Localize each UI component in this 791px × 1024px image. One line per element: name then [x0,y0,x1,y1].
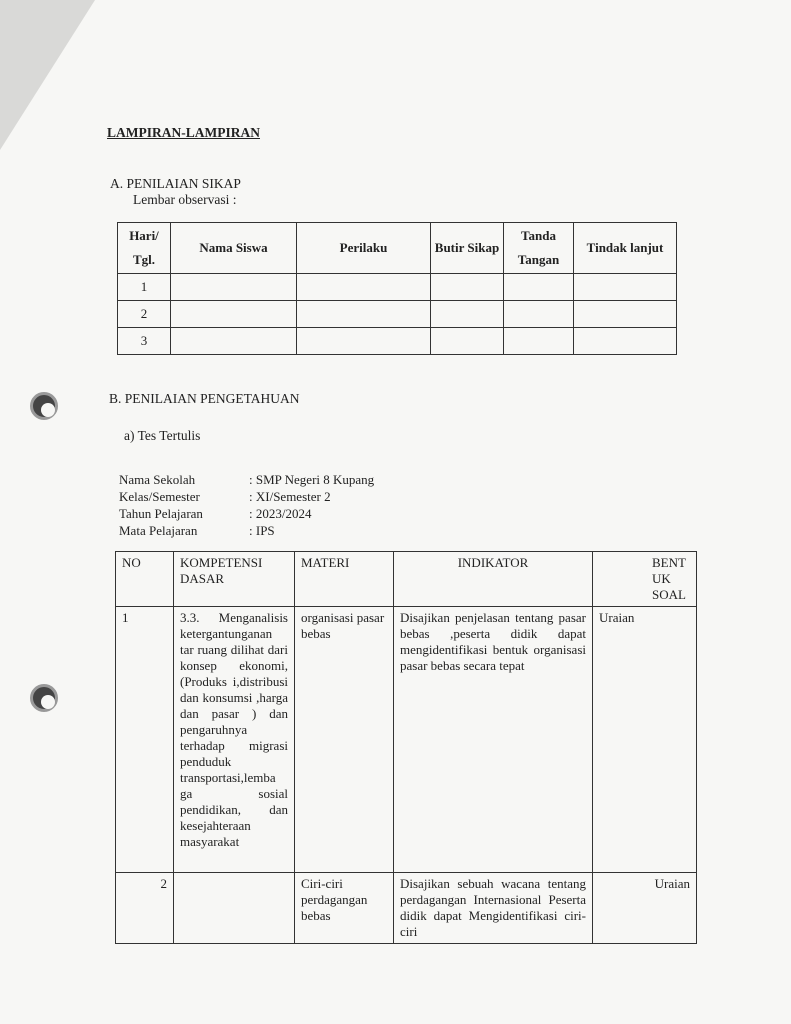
table-cell [171,301,297,328]
table-cell [171,328,297,355]
row-number: 2 [116,873,174,944]
table-cell [431,301,504,328]
header-nama-siswa: Nama Siswa [171,223,297,274]
punch-hole [30,684,58,712]
table-cell [297,328,431,355]
bentuk-cell: Uraian [593,873,697,944]
table-row [116,607,697,873]
table-cell [574,328,677,355]
school-info [119,471,374,539]
table-cell [297,301,431,328]
table-cell [171,274,297,301]
table-cell [297,274,431,301]
materi-cell: Ciri-ciri perdagangan bebas [295,873,394,944]
table-cell [431,274,504,301]
bentuk-cell: Uraian [593,607,697,873]
kd-cell [174,873,295,944]
info-label: Tahun Pelajaran [119,506,203,521]
info-value: : 2023/2024 [249,506,312,521]
materi-cell: organisasi pasar bebas [295,607,394,873]
table-cell [574,301,677,328]
header-tanda-tangan: Tanda Tangan [504,223,574,274]
table-cell [504,274,574,301]
section-a-heading: A. PENILAIAN SIKAP [110,176,241,191]
row-number: 1 [118,274,171,301]
info-value: : XI/Semester 2 [249,489,331,504]
header-butir-sikap: Butir Sikap [431,223,504,274]
folded-corner-shadow [0,0,95,150]
test-grid-table [115,551,697,944]
header-kompetensi-dasar: KOMPETENSI DASAR [174,552,295,607]
table-cell [504,328,574,355]
row-number: 1 [116,607,174,873]
header-perilaku: Perilaku [297,223,431,274]
table-row [118,328,677,355]
header-tindak-lanjut: Tindak lanjut [574,223,677,274]
info-value: : IPS [249,523,275,538]
header-bentuk-soal: BENT UK SOAL [593,552,697,607]
table-row [118,274,677,301]
indikator-cell: Disajikan penjelasan tentang pasar bebas ,peserta didik dapat mengidentifikasi bentuk organisasi pasar bebas secara tepat [394,607,593,873]
table-cell [431,328,504,355]
info-label: Mata Pelajaran [119,523,198,538]
header-hari-tgl: Hari/ Tgl. [118,223,171,274]
info-label: Kelas/Semester [119,489,200,504]
info-value: : SMP Negeri 8 Kupang [249,472,375,487]
section-a-subheading: Lembar observasi : [133,192,237,207]
table-row [118,301,677,328]
section-b-heading: B. PENILAIAN PENGETAHUAN [109,391,300,406]
info-label: Nama Sekolah [119,472,196,487]
observation-table [117,222,677,355]
row-number: 3 [118,328,171,355]
table-cell [574,274,677,301]
header-indikator: INDIKATOR [394,552,593,607]
table-cell [504,301,574,328]
row-number: 2 [118,301,171,328]
section-b-subheading: a) Tes Tertulis [124,428,201,443]
indikator-cell: Disajikan sebuah wacana tentang perdagangan Internasional Peserta didik dapat Mengidentifikasi ciri-ciri [394,873,593,944]
header-no: NO [116,552,174,607]
punch-hole [30,392,58,420]
header-materi: MATERI [295,552,394,607]
kd-cell: 3.3. Menganalisis ketergantunganan tar ruang dilihat dari konsep ekonomi,(Produks i,distribusi dan konsumsi ,harga dan pasar ) dan pengaruhnya terhadap migrasi penduduk transportasi,lemba ga sosial pendidikan, dan kesejahteraan masyarakat [174,607,295,873]
document-title: LAMPIRAN-LAMPIRAN [107,125,260,140]
table-row [116,873,697,944]
